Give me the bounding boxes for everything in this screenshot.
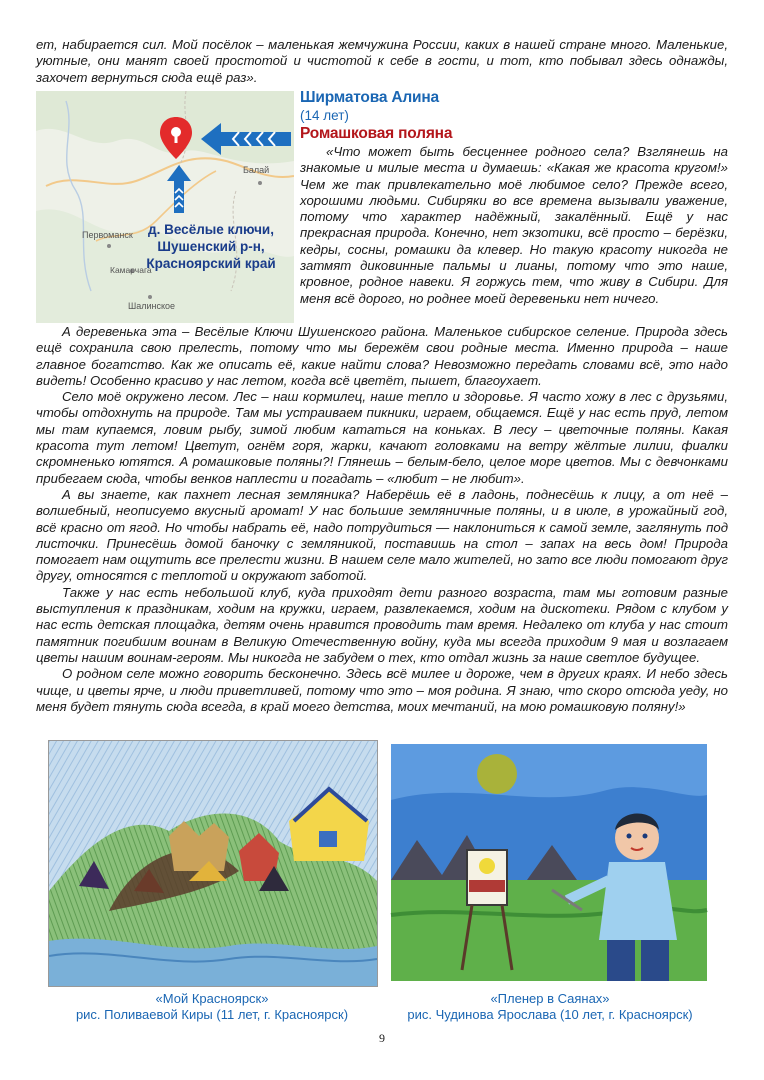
map-caption-line: Шушенский р-н, [157, 239, 265, 254]
map-caption-line: д. Весёлые ключи, [148, 222, 274, 237]
picture-title: «Пленер в Саянах» [490, 991, 610, 1006]
body-paragraph: А деревенька эта – Весёлые Ключи Шушенского района. Маленькое сибирское селение. Природа здесь ещё сохранила свою прелесть, потому что мы бережём свои родные места. Именно природа – наше главное богатство. Как же описать её, какие найти слова? Невозможно передать словами всё, это надо видеть! Особенно красиво у нас летом, когда всё цветёт, пышет, благоухает. [36, 324, 728, 388]
body-paragraph: Село моё окружено лесом. Лес – наш кормилец, наше тепло и здоровье. Я часто хожу в лес с друзьями, чтобы отдохнуть на природе. Там мы устраиваем пикники, играем, общаемся. Ещё у нас есть пруд, летом мы там купаемся, ловим рыбу, зимой любим кататься на коньках. В лесу – цветочные поляны. Какая красота тут летом! Цветут, огнём горя, жарки, качают головками на ветру жёлтые лилии, фиалки скромненько ютятся. А ромашковые поляны?! Глянешь – белым-бело, целое море цветов. Мы с девчонками прибегаем сюда, чтобы венков наплести и погадать – «любит – не любит». [36, 389, 728, 486]
caption-picture-1 [40, 991, 384, 1023]
author-age: (14 лет) [300, 108, 349, 123]
intro-paragraph: «Что может быть бесценнее родного села? Взглянешь на знакомые и милые места и думаешь: «Какая же красота кругом!» Чем же так привлекательно моё любимое село? Прежде всего, хорошими людьми. Сибиряки во все времена вызывали уважение, потому что характер надёжный, закалённый. Ещё у нас прекрасная природа. Конечно, нет экзотики, всё просто – берёзки, кедры, сосны, ромашки да клевер. Но такую красоту никогда не затмят диковинные пальмы и лианы, потому что это наше, кровное, родное навеки. Я горжусь тем, что живу в Сибири. Для меня всё дорого, но роднее моей деревеньки нет ничего. [300, 144, 728, 306]
picture-author: рис. Поливаевой Киры (11 лет, г. Красноярск) [75, 1007, 349, 1022]
location-map [36, 91, 294, 323]
drawing-my-krasnoyarsk [48, 740, 378, 987]
place-label-kamarchaga: Камарчага [110, 265, 152, 275]
page-number: 9 [379, 1031, 385, 1045]
picture-title: «Мой Красноярск» [155, 991, 269, 1006]
drawing-art [49, 741, 377, 986]
map-caption-line: Красноярский край [146, 256, 276, 271]
picture-author: рис. Чудинова Ярослава (10 лет, г. Красноярск) [407, 1007, 693, 1022]
map-pin-icon [158, 115, 194, 163]
author-name: Ширматова Алина [300, 89, 439, 106]
caption-picture-2 [377, 991, 723, 1023]
intro-text [300, 144, 728, 307]
body-paragraph: О родном селе можно говорить бесконечно. Здесь всё милее и дороже, чем в других краях. И небо здесь чище, и цветы ярче, и люди приветливей, потому что это – моя родина. Я знаю, что скоро отсюда уеду, но меня будет тянуть сюда всегда, в край моего детства, моих мечтаний, на мою ромашковую поляну!» [36, 666, 728, 714]
article-body [36, 324, 728, 715]
body-paragraph: Также у нас есть небольшой клуб, куда приходят дети разного возраста, там мы готовим разные выступления к праздникам, ходим на кружки, играем, развлекаемся, ходим на дискотеки. Рядом с клубом у нас есть детская площадка, детям очень нравится проводить там время. Недалеко от клуба у нас стоит памятник погибшим воинам в Великую Отечественную войну, куда мы всегда приходим 9 мая и возлагаем цветы нашим воинам-героям. Мы никогда не забудем о тех, кто отдал жизнь за наше светлое будущее. [36, 584, 728, 665]
body-paragraph: А вы знаете, как пахнет лесная земляника? Наберёшь её в ладонь, поднесёшь к лицу, а от неё – волшебный, неописуемо вкусный аромат! У нас большие земляничные поляны, и в июле, в урожайный год, всё красно от ягод. Но чтобы набрать её, надо потрудиться — наклониться к самой земле, заглянуть под листочки. Принесёшь домой баночку с земляникой, поставишь на стол – запах на весь дом! Природа помогает нам ощутить все прелести жизни. В нашем селе мало жителей, но зато все люди помогают друг другу, относятся с теплотой и окружают заботой. [36, 486, 728, 584]
arrow-up-icon [166, 163, 192, 215]
top-text-block [36, 37, 728, 86]
drawing-plein-air [387, 740, 711, 985]
drawing-art [387, 740, 711, 985]
article-header-column [300, 89, 728, 307]
map-location-caption [128, 221, 294, 272]
article-title: Ромашковая поляна [300, 125, 453, 142]
place-label-balai: Балай [243, 165, 270, 175]
place-label-shalinskoe: Шалинское [128, 301, 176, 311]
place-label-pervomansk: Первоманск [82, 230, 133, 240]
arrow-left-icon [199, 121, 294, 157]
top-paragraph: ет, набирается сил. Мой посёлок – маленькая жемчужина России, каких в нашей стране много. Маленькие, уютные, они манят своей простотой и чистотой к себе в гости, и тот, кто побывал здесь однажды, захочет вернуться сюда ещё раз». [36, 37, 728, 85]
